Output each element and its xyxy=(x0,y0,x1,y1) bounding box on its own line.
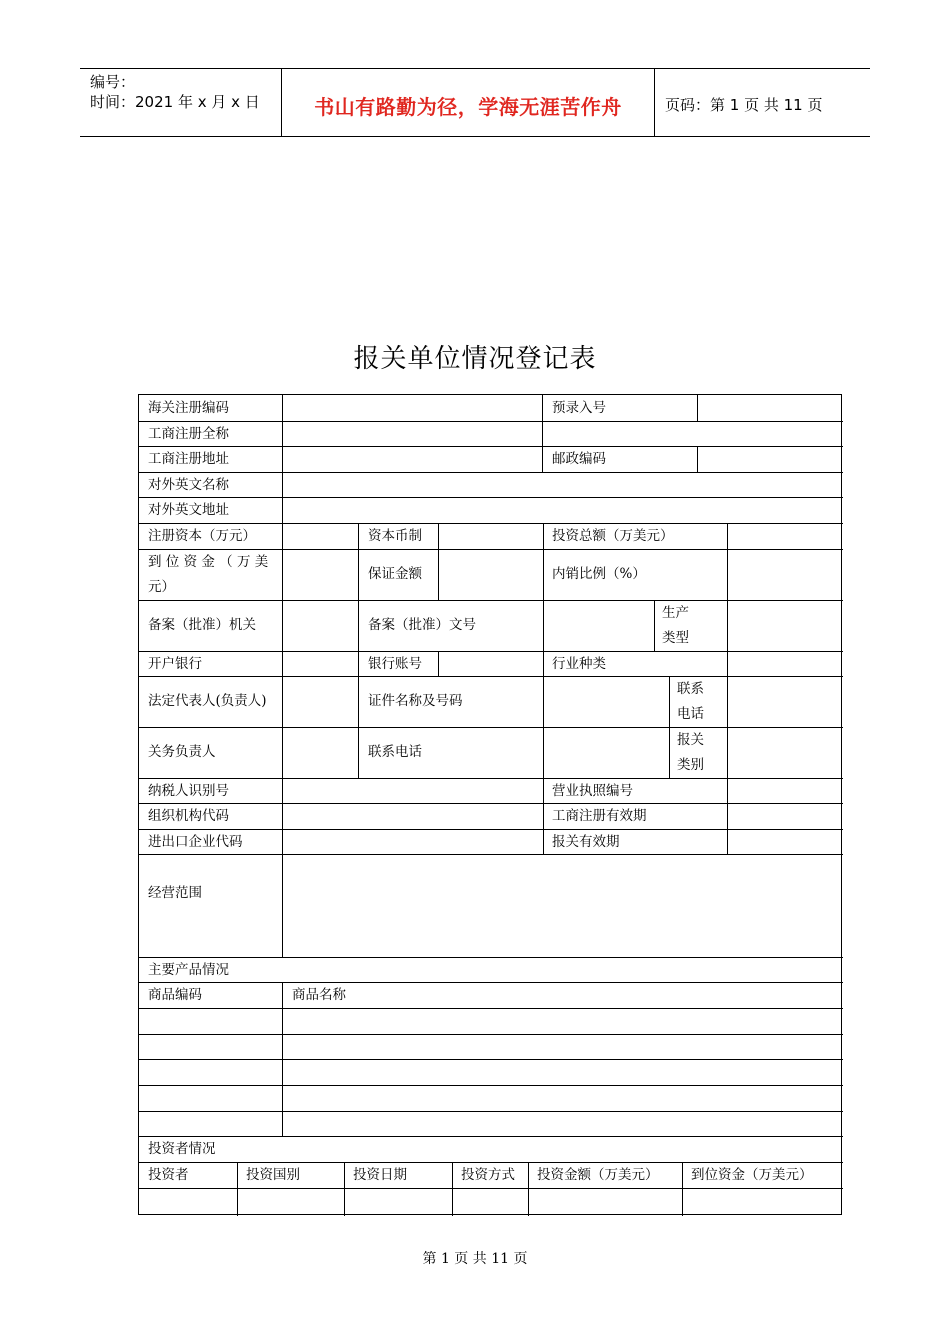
header-investment-amount: 投资金额（万美元） xyxy=(537,1167,659,1183)
row-divider xyxy=(139,1059,843,1060)
column-divider xyxy=(682,1162,683,1216)
registration-form-table xyxy=(138,394,842,1215)
header-investor: 投资者 xyxy=(148,1167,189,1183)
label-postal-code: 邮政编码 xyxy=(552,451,606,467)
label-contact-phone-short: 联系电话 xyxy=(677,681,704,722)
header-motto: 书山有路勤为径，学海无涯苦作舟 xyxy=(314,95,622,119)
label-customs-reg-code: 海关注册编码 xyxy=(148,400,229,416)
document-header xyxy=(80,68,870,137)
column-divider xyxy=(697,446,698,472)
label-capital-currency: 资本币制 xyxy=(368,528,422,544)
row-divider xyxy=(139,497,843,498)
header-page-info: 页码：第 1 页 共 11 页 xyxy=(665,96,823,114)
row-divider xyxy=(139,957,843,958)
label-english-name: 对外英文名称 xyxy=(148,477,229,493)
label-customs-validity: 报关有效期 xyxy=(552,834,620,850)
row-divider xyxy=(139,1111,843,1112)
row-divider xyxy=(139,446,843,447)
header-page-cell xyxy=(655,69,870,136)
column-divider xyxy=(727,778,728,855)
row-divider xyxy=(139,803,843,804)
row-divider xyxy=(139,651,843,652)
label-ie-enterprise-code: 进出口企业代码 xyxy=(148,834,243,850)
label-bank: 开户银行 xyxy=(148,656,202,672)
section-investors: 投资者情况 xyxy=(148,1141,216,1157)
label-domestic-sales-ratio: 内销比例（%） xyxy=(552,566,646,582)
label-customs-category: 报关类别 xyxy=(677,732,704,773)
column-divider xyxy=(452,1162,453,1216)
row-divider xyxy=(139,600,843,601)
column-divider xyxy=(438,651,439,676)
row-divider xyxy=(139,982,843,983)
row-divider xyxy=(139,727,843,728)
label-business-scope: 经营范围 xyxy=(148,885,202,901)
header-paid-capital-usd: 到位资金（万美元） xyxy=(691,1167,813,1183)
label-taxpayer-id: 纳税人识别号 xyxy=(148,783,229,799)
column-divider xyxy=(344,1162,345,1216)
column-divider xyxy=(237,1162,238,1216)
label-pre-entry-no: 预录入号 xyxy=(552,400,606,416)
column-divider xyxy=(727,600,728,651)
header-motto-cell xyxy=(282,69,655,136)
column-divider xyxy=(542,446,543,472)
header-investor-country: 投资国别 xyxy=(246,1167,300,1183)
column-divider xyxy=(543,523,544,778)
label-legal-rep: 法定代表人(负责人) xyxy=(148,693,267,709)
column-divider xyxy=(543,778,544,855)
label-business-license-no: 营业执照编号 xyxy=(552,783,633,799)
label-total-investment: 投资总额（万美元） xyxy=(552,528,674,544)
column-divider xyxy=(727,651,728,676)
row-divider xyxy=(139,421,843,422)
column-divider xyxy=(282,395,283,957)
column-divider xyxy=(669,676,670,778)
label-business-reg-validity: 工商注册有效期 xyxy=(552,808,647,824)
label-production-type: 生产类型 xyxy=(662,605,689,646)
label-bank-account: 银行账号 xyxy=(368,656,422,672)
label-business-reg-full-name: 工商注册全称 xyxy=(148,426,229,442)
label-contact-phone: 联系电话 xyxy=(368,744,422,760)
row-divider xyxy=(139,1136,843,1137)
label-filing-doc-no: 备案（批准）文号 xyxy=(368,617,476,633)
label-guarantee-amount: 保证金额 xyxy=(368,566,422,582)
header-meta-cell xyxy=(80,69,282,136)
column-divider xyxy=(727,676,728,778)
label-customs-affairs-head: 关务负责人 xyxy=(148,744,216,760)
column-divider xyxy=(528,1162,529,1216)
header-investment-date: 投资日期 xyxy=(353,1167,407,1183)
label-filing-authority: 备案（批准）机关 xyxy=(148,617,256,633)
header-time-label: 时间：2021 年 x 月 x 日 xyxy=(90,93,260,111)
label-reg-capital: 注册资本（万元） xyxy=(148,528,256,544)
label-english-address: 对外英文地址 xyxy=(148,502,229,518)
column-divider xyxy=(282,982,283,1136)
label-business-reg-address: 工商注册地址 xyxy=(148,451,229,467)
page-title: 报关单位情况登记表 xyxy=(353,344,597,374)
section-main-products: 主要产品情况 xyxy=(148,962,229,978)
header-investment-method: 投资方式 xyxy=(461,1167,515,1183)
label-paid-in-capital: 到 位 资 金 （ 万 美 元） xyxy=(148,554,269,595)
header-number-label: 编号： xyxy=(90,73,136,91)
page-footer: 第 1 页 共 11 页 xyxy=(422,1251,528,1267)
row-divider xyxy=(139,1034,843,1035)
header-product-code: 商品编码 xyxy=(148,987,202,1003)
row-divider xyxy=(139,676,843,677)
column-divider xyxy=(654,600,655,651)
column-divider xyxy=(438,523,439,600)
row-divider xyxy=(139,829,843,830)
column-divider xyxy=(358,523,359,778)
row-divider xyxy=(139,1085,843,1086)
column-divider xyxy=(697,395,698,421)
label-industry-type: 行业种类 xyxy=(552,656,606,672)
column-divider xyxy=(727,523,728,600)
row-divider xyxy=(139,854,843,855)
label-org-code: 组织机构代码 xyxy=(148,808,229,824)
row-divider xyxy=(139,1188,843,1189)
label-id-doc: 证件名称及号码 xyxy=(368,693,463,709)
row-divider xyxy=(139,778,843,779)
header-product-name: 商品名称 xyxy=(292,987,346,1003)
column-divider xyxy=(542,395,543,446)
row-divider xyxy=(139,472,843,473)
row-divider xyxy=(139,1008,843,1009)
